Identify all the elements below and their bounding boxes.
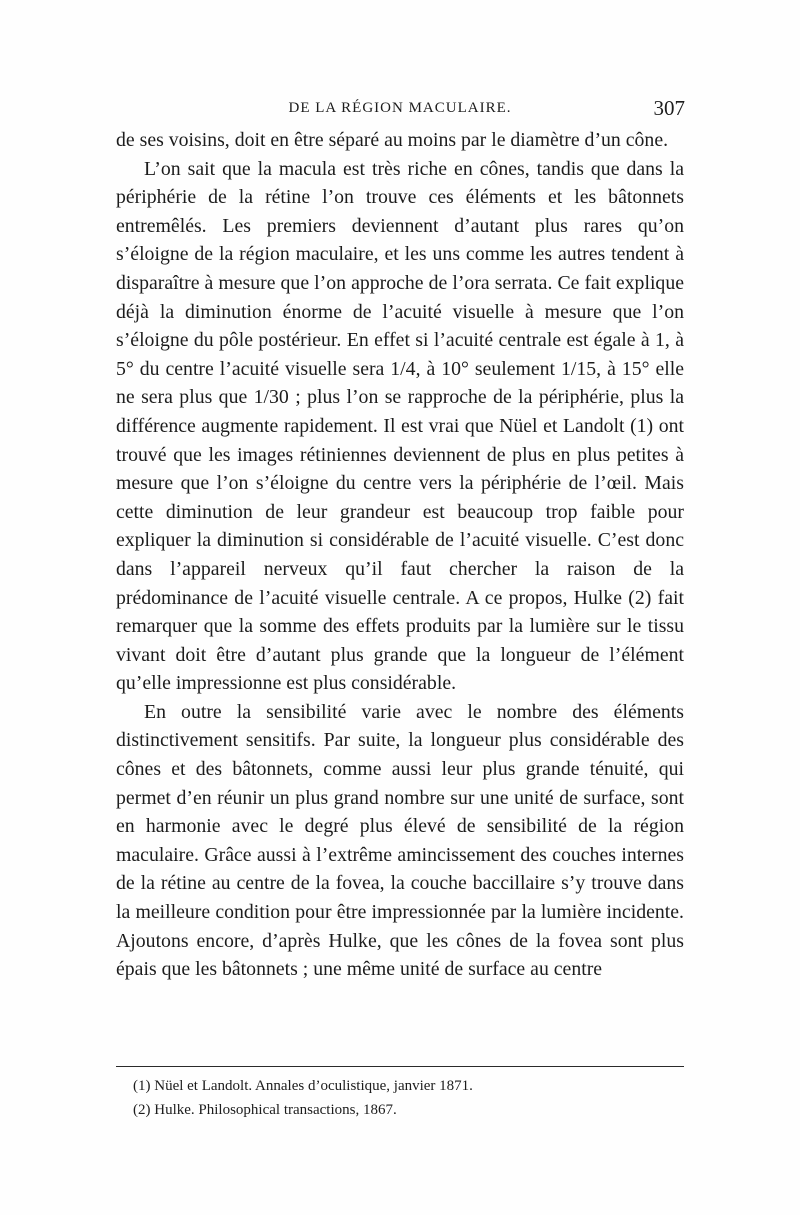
footnotes xyxy=(133,1074,673,1122)
paragraph-continued: de ses voisins, doit en être séparé au moins par le diamètre d’un cône. xyxy=(116,129,669,151)
footnote-1: (1) Nüel et Landolt. Annales d’oculistique, janvier 1871. xyxy=(133,1078,473,1094)
footnote-divider xyxy=(116,1066,684,1067)
running-title: DE LA RÉGION MACULAIRE. xyxy=(288,100,512,116)
page-number: 307 xyxy=(653,96,685,120)
footnote-2: (2) Hulke. Philosophical transactions, 1867. xyxy=(133,1102,397,1118)
paragraph-sensibility: En outre la sensibilité varie avec le nombre des éléments distinctivement sensitifs. Par suite, la longueur plus considérable des cônes et des bâtonnets, comme aussi leur plus grande ténuité, qui permet d’en réunir un plus grand nombre sur une unité de surface, sont en harmonie avec le degré plus élevé de sensibilité de la région maculaire. Grâce aussi à l’extrême amincissement des couches internes de la rétine au centre de la fovea, la couche baccillaire s’y trouve dans la meilleure condition pour être impressionnée par la lumière incidente. Ajoutons encore, d’après Hulke, que les cônes de la fovea sont plus épais que les bâtonnets ; une même unité de surface au centre xyxy=(116,700,684,981)
body-text xyxy=(116,126,684,984)
running-head xyxy=(115,96,685,124)
paragraph-macula-cones: L’on sait que la macula est très riche en cônes, tandis que dans la périphérie de la rétine l’on trouve ces éléments et les bâtonnets entremêlés. Les premiers deviennent d’autant plus rares qu’on s’éloigne de la région maculaire, et les uns comme les autres tendent à disparaître à mesure que l’on approche de l’ora serrata. Ce fait explique déjà la diminution énorme de l’acuité visuelle à mesure que l’on s’éloigne du pôle postérieur. En effet si l’acuité centrale est égale à 1, à 5° du centre l’acuité visuelle sera 1/4, à 10° seulement 1/15, à 15° elle ne sera plus que 1/30 ; plus l’on se rapproche de la périphérie, plus la différence augmente rapidement. Il est vrai que Nüel et Landolt (1) ont trouvé que les images rétiniennes deviennent de plus en plus petites à mesure que l’on s’éloigne du centre vers la périphérie de l’œil. Mais cette diminution de leur grandeur est beaucoup trop faible pour expliquer la diminution si considérable de l’acuité visuelle. C’est donc dans l’appareil nerveux qu’il faut chercher la raison de la prédominance de l’acuité visuelle centrale. A ce propos, Hulke (2) fait remarquer que la somme des effets produits par la lumière sur le tissu vivant doit être d’autant plus grande que la longueur de l’élément qu’elle impressionne est plus considérable. xyxy=(116,157,684,695)
